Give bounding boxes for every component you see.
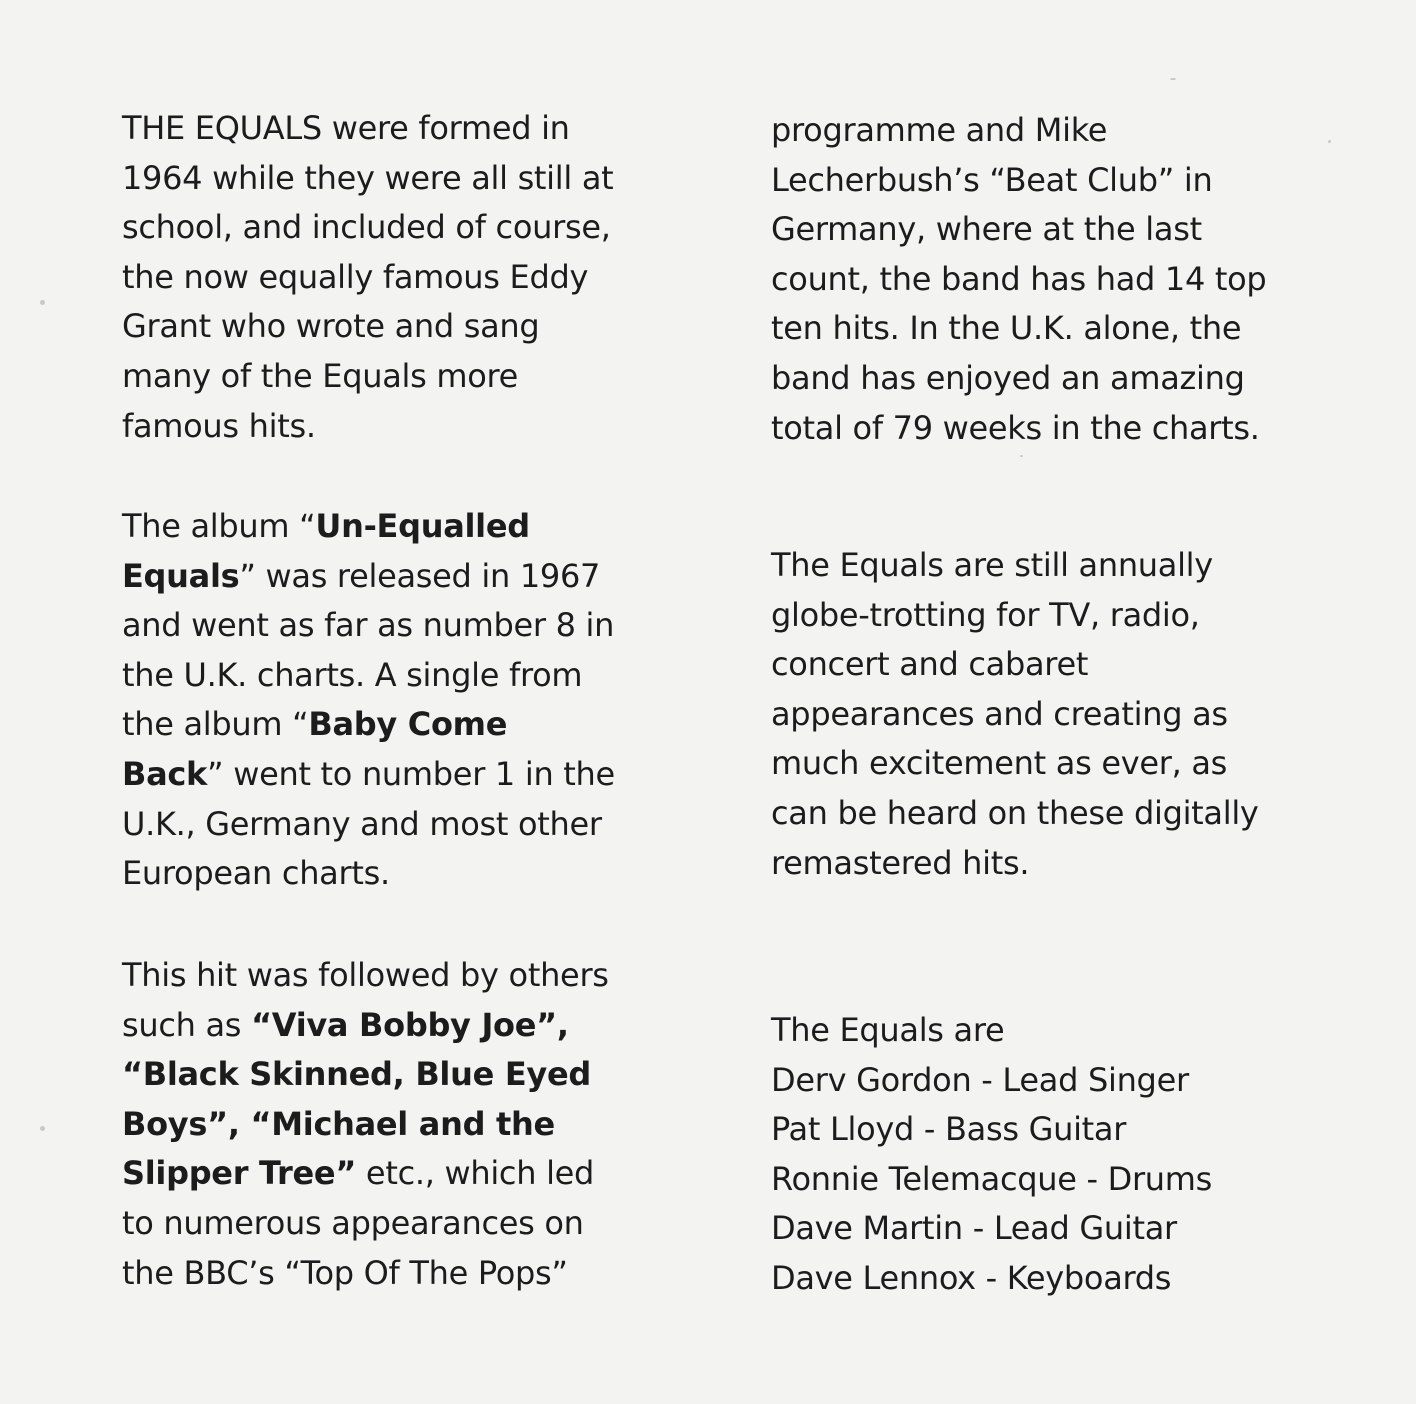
text-run: such as bbox=[122, 1005, 252, 1044]
text-line bbox=[122, 651, 722, 701]
paper-speck bbox=[40, 300, 45, 305]
text-run: many of the Equals more bbox=[122, 356, 519, 395]
text-line bbox=[771, 1006, 1371, 1056]
text-line bbox=[122, 154, 722, 204]
text-line bbox=[122, 750, 722, 800]
text-line bbox=[122, 203, 722, 253]
text-line bbox=[122, 302, 722, 352]
text-run: appearances and creating as bbox=[771, 694, 1228, 733]
text-line bbox=[771, 839, 1371, 889]
text-run: the now equally famous Eddy bbox=[122, 257, 589, 296]
text-line bbox=[122, 1249, 722, 1299]
text-line bbox=[122, 1050, 722, 1100]
text-run: can be heard on these digitally bbox=[771, 793, 1259, 832]
bold-title-run: “Viva Bobby Joe”, bbox=[251, 1005, 569, 1044]
text-line bbox=[771, 404, 1371, 454]
bold-title-run: Un-Equalled bbox=[315, 507, 530, 545]
text-run: the U.K. charts. A single from bbox=[122, 655, 583, 694]
text-line bbox=[122, 402, 722, 452]
text-run: Grant who wrote and sang bbox=[122, 307, 540, 346]
text-line bbox=[122, 1149, 722, 1199]
text-run: Ronnie Telemacque - Drums bbox=[771, 1159, 1213, 1198]
text-run: school, and included of course, bbox=[122, 208, 611, 247]
text-run: 1964 while they were all still at bbox=[122, 158, 614, 197]
text-run: count, the band has had 14 top bbox=[771, 259, 1267, 298]
paper-speck bbox=[1170, 78, 1176, 80]
text-line bbox=[771, 1105, 1371, 1155]
text-run: ten hits. In the U.K. alone, the bbox=[771, 309, 1242, 348]
text-run: The album “ bbox=[122, 507, 316, 545]
text-run: THE EQUALS were formed in bbox=[122, 109, 570, 147]
text-line bbox=[122, 253, 722, 303]
bold-title-run: Boys”, “Michael and the bbox=[122, 1104, 555, 1143]
tv-appearances-paragraph bbox=[771, 106, 1371, 453]
text-run: the BBC’s “Top Of The Pops” bbox=[122, 1253, 568, 1292]
band-members-list bbox=[771, 1006, 1371, 1304]
text-run: The Equals are bbox=[771, 1011, 1005, 1049]
text-line bbox=[771, 156, 1371, 206]
text-run: This hit was followed by others bbox=[122, 956, 609, 994]
text-line bbox=[122, 601, 722, 651]
text-run: to numerous appearances on bbox=[122, 1203, 584, 1242]
text-line bbox=[122, 552, 722, 602]
text-run: etc., which led bbox=[356, 1154, 595, 1193]
text-line bbox=[771, 106, 1371, 156]
paper-speck bbox=[40, 1126, 45, 1131]
text-run: Derv Gordon - Lead Singer bbox=[771, 1060, 1189, 1099]
text-run: Lecherbush’s “Beat Club” in bbox=[771, 160, 1213, 199]
touring-paragraph bbox=[771, 541, 1371, 888]
text-line bbox=[122, 700, 722, 750]
text-line bbox=[122, 104, 722, 154]
text-line bbox=[771, 690, 1371, 740]
text-line bbox=[771, 1254, 1371, 1304]
text-line bbox=[771, 789, 1371, 839]
bold-title-run: Equals bbox=[122, 556, 240, 595]
bold-title-run: Back bbox=[122, 754, 208, 793]
text-run: ” was released in 1967 bbox=[239, 556, 601, 595]
text-run: famous hits. bbox=[122, 406, 316, 445]
text-run: Dave Martin - Lead Guitar bbox=[771, 1209, 1177, 1248]
album-paragraph bbox=[122, 502, 722, 899]
paper-speck bbox=[1020, 455, 1023, 457]
text-line bbox=[122, 849, 722, 899]
bold-title-run: Baby Come bbox=[308, 705, 508, 744]
text-run: much excitement as ever, as bbox=[771, 744, 1228, 783]
bold-title-run: “Black Skinned, Blue Eyed bbox=[122, 1055, 591, 1094]
hits-paragraph bbox=[122, 951, 722, 1298]
text-run: globe-trotting for TV, radio, bbox=[771, 595, 1200, 634]
text-run: remastered hits. bbox=[771, 843, 1030, 882]
text-run: Germany, where at the last bbox=[771, 210, 1202, 249]
text-line bbox=[122, 1100, 722, 1150]
bold-title-run: Slipper Tree” bbox=[122, 1154, 357, 1193]
text-line bbox=[771, 739, 1371, 789]
text-run: ” went to number 1 in the bbox=[207, 754, 615, 793]
intro-paragraph bbox=[122, 104, 722, 451]
text-run: Dave Lennox - Keyboards bbox=[771, 1258, 1172, 1297]
text-run: Pat Lloyd - Bass Guitar bbox=[771, 1110, 1127, 1149]
text-run: concert and cabaret bbox=[771, 645, 1089, 684]
text-run: total of 79 weeks in the charts. bbox=[771, 408, 1260, 447]
text-line bbox=[771, 354, 1371, 404]
text-run: European charts. bbox=[122, 854, 390, 893]
text-run: and went as far as number 8 in bbox=[122, 606, 615, 645]
text-line bbox=[771, 541, 1371, 591]
text-run: the album “ bbox=[122, 705, 309, 744]
text-line bbox=[771, 591, 1371, 641]
text-line bbox=[771, 1204, 1371, 1254]
text-line bbox=[771, 640, 1371, 690]
text-line bbox=[771, 304, 1371, 354]
text-line bbox=[771, 255, 1371, 305]
text-line bbox=[122, 352, 722, 402]
text-run: band has enjoyed an amazing bbox=[771, 358, 1245, 397]
text-line bbox=[771, 1056, 1371, 1106]
text-line bbox=[122, 1199, 722, 1249]
text-run: U.K., Germany and most other bbox=[122, 804, 602, 843]
text-line bbox=[122, 800, 722, 850]
text-line bbox=[122, 951, 722, 1001]
text-run: The Equals are still annually bbox=[771, 546, 1213, 584]
text-line bbox=[771, 205, 1371, 255]
text-line bbox=[122, 502, 722, 552]
text-run: programme and Mike bbox=[771, 111, 1108, 149]
text-line bbox=[771, 1155, 1371, 1205]
text-line bbox=[122, 1001, 722, 1051]
